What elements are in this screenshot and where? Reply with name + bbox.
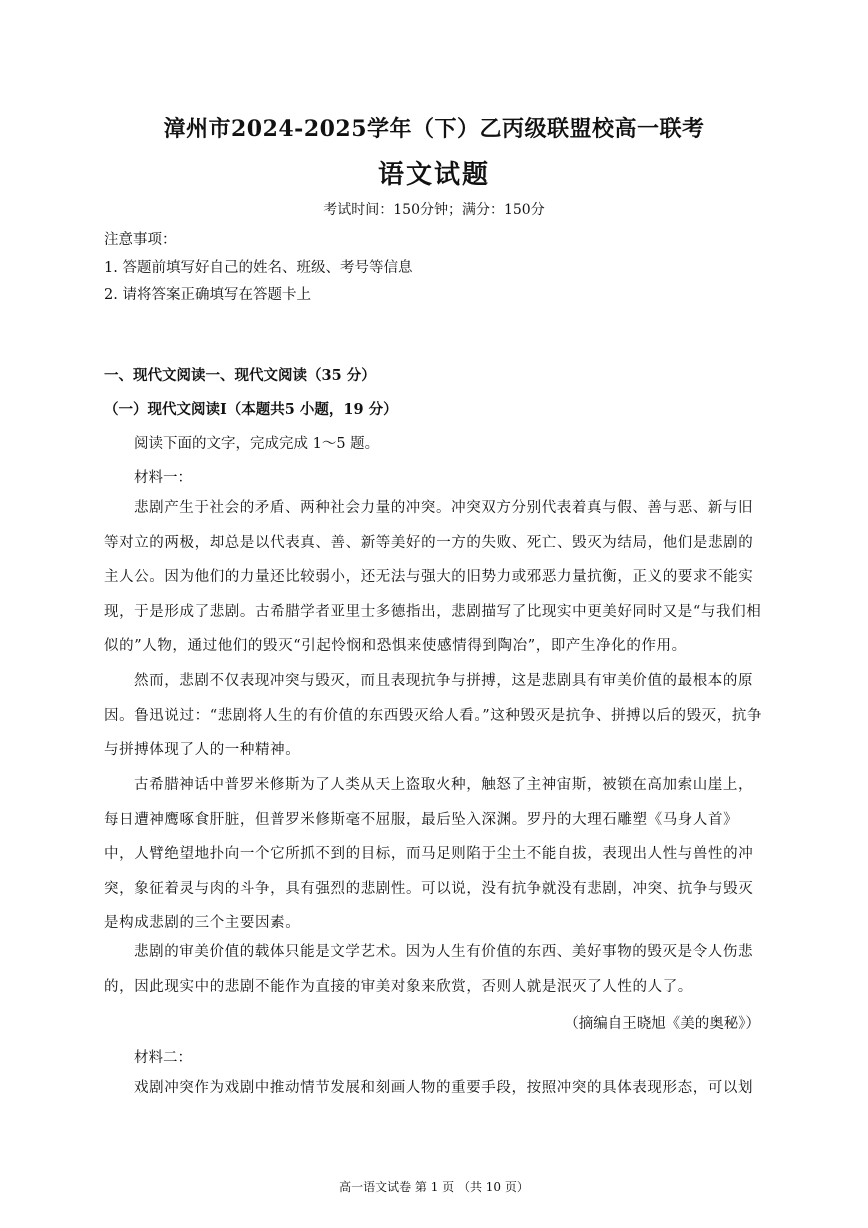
exam-info: 考试时间：150分钟；满分：150分: [323, 202, 545, 218]
paragraph: [104, 491, 766, 664]
paragraph-text: 悲剧的审美价值的载体只能是文学艺术。因为人生有价值的东西、美好事物的毁灭是令人伤悲的，因此现实中的悲剧不能作为直接的审美对象来欣赏，否则人就是泯灭了人性的人了。: [104, 944, 754, 995]
paragraph-text: 悲剧产生于社会的矛盾、两种社会力量的冲突。冲突双方分别代表着真与假、善与恶、新与旧等对立的两极，却总是以代表真、善、新等美好的一方的失败、死亡、毁灭为结局，他们是悲剧的主人公。因为他们的力量还比较弱小，还无法与强大的旧势力或邪恶力量抗衡，正义的要求不能实现，于是形成了悲剧。古希腊学者亚里士多德指出，悲剧描写了比现实中更美好同时又是“与我们相似的”人物，通过他们的毁灭“引起怜悯和恐惧来使感情得到陶冶”，即产生净化的作用。: [104, 500, 762, 655]
instruction-text: 阅读下面的文字，完成完成 1～5 题。: [134, 436, 380, 452]
notice-heading: 注意事项：: [104, 232, 177, 248]
paragraph: [104, 768, 766, 941]
page-title: 漳州市2024-2025学年（下）乙丙级联盟校高一联考: [163, 116, 705, 142]
page-footer: 高一语文试卷 第 1 页 （共 10 页）: [339, 1180, 529, 1194]
material-label: 材料二：: [134, 1050, 192, 1066]
material-label: 材料一：: [134, 470, 192, 486]
notice-item: 1. 答题前填写好自己的姓名、班级、考号等信息: [104, 260, 413, 276]
page-subtitle: 语文试题: [377, 160, 490, 190]
source-credit: （摘编自王晓旭《美的奥秘》）: [564, 1016, 760, 1032]
section-subheading: （一）现代文阅读I（本题共5 小题，19 分）: [104, 401, 398, 418]
paragraph-text: 戏剧冲突作为戏剧中推动情节发展和刻画人物的重要手段，按照冲突的具体表现形态，可以划: [134, 1080, 754, 1096]
paragraph-text: 然而，悲剧不仅表现冲突与毁灭，而且表现抗争与拼搏，这是悲剧具有审美价值的最根本的原因。鲁迅说过：“悲剧将人生的有价值的东西毁灭给人看。”这种毁灭是抗争、拼搏以后的毁灭，抗争与拼搏体现了人的一种精神。: [104, 673, 763, 759]
section-heading: 一、现代文阅读一、现代文阅读（35 分）: [104, 367, 376, 384]
notice-item: 2. 请将答案正确填写在答题卡上: [104, 287, 311, 303]
paragraph-text: 古希腊神话中普罗米修斯为了人类从天上盗取火种，触怒了主神宙斯，被锁在高加索山崖上，每日遭神鹰啄食肝脏，但普罗米修斯毫不屈服，最后坠入深渊。罗丹的大理石雕塑《马身人首》中，人臂绝望地扑向一个它所抓不到的目标，而马足则陷于尘土不能自拔，表现出人性与兽性的冲突，象征着灵与肉的斗争，具有强烈的悲剧性。可以说，没有抗争就没有悲剧，冲突、抗争与毁灭是构成悲剧的三个主要因素。: [104, 777, 754, 932]
paragraph: [104, 935, 766, 1004]
paragraph: [104, 1071, 766, 1106]
paragraph: [104, 664, 766, 768]
